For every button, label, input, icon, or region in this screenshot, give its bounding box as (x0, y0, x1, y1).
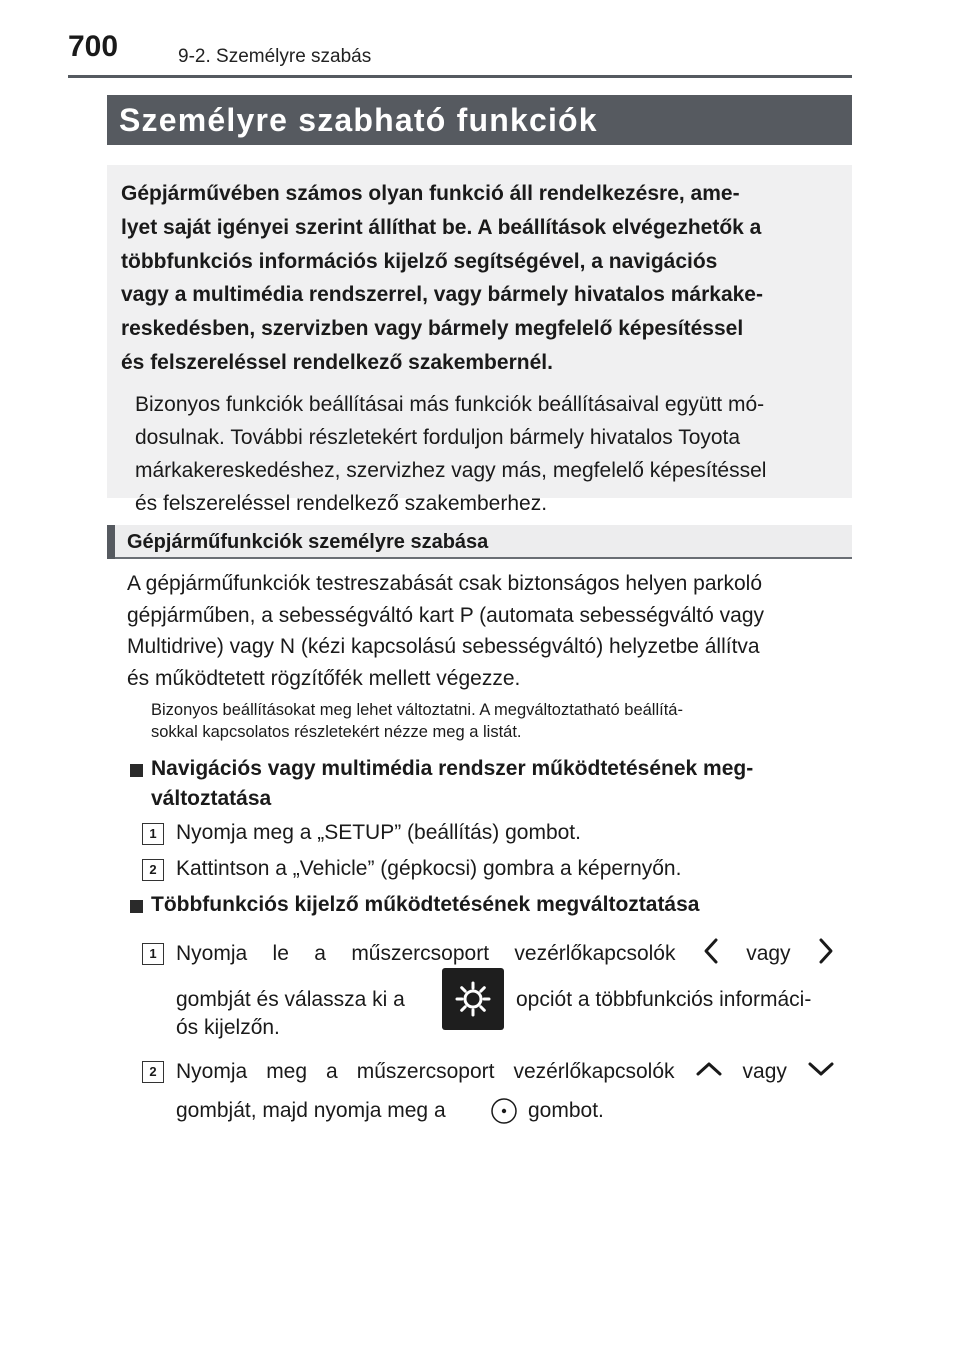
step1-line2-end: opciót a többfunkciós informáci- (516, 988, 812, 1011)
word: Nyomja (176, 1060, 248, 1083)
step1-line2-start: gombját és válassza ki a (176, 988, 405, 1011)
intro-note (135, 388, 838, 520)
intro-line: többfunkciós információs kijelző segítségével, a navigációs (121, 249, 718, 273)
page-number: 700 (68, 30, 119, 63)
square-bullet-icon (130, 900, 143, 913)
word: Nyomja (176, 942, 248, 965)
word: meg (266, 1060, 308, 1083)
intro-box (107, 165, 852, 515)
gear-icon (442, 968, 504, 1030)
mid-section-heading: Többfunkciós kijelző működtetésének megváltoztatása (151, 893, 700, 916)
square-bullet-icon (130, 764, 143, 777)
heading-line: Navigációs vagy multimédia rendszer működtetésének meg- (151, 757, 754, 780)
intro-line: Gépjárművében számos olyan funkció áll rendelkezésre, ame- (121, 182, 740, 205)
word: vagy (746, 942, 791, 965)
step-text: Kattintson a „Vehicle” (gépkocsi) gombra a képernyőn. (176, 857, 682, 880)
word: a (314, 942, 326, 965)
intro-bold-text (121, 177, 838, 380)
section-label: 9-2. Személyre szabás (178, 46, 372, 67)
word: vagy (742, 1060, 787, 1083)
word: a (326, 1060, 338, 1083)
chevron-up-icon (694, 1059, 724, 1085)
intro-note-line: Bizonyos funkciók beállításai más funkciók beállításaival együtt mó- (135, 392, 765, 416)
step-number-badge: 1 (142, 823, 164, 845)
subsection-paragraph (127, 568, 845, 694)
step-number-badge: 1 (142, 943, 164, 965)
word: le (272, 942, 289, 965)
step-text: Nyomja meg a „SETUP” (beállítás) gombot. (176, 821, 581, 844)
subsection-heading-bar (107, 525, 115, 559)
step2-line2-start: gombját, majd nyomja meg a (176, 1099, 446, 1122)
intro-line: lyet saját igényei szerint állíthat be. A beállítások elvégezhetők a (121, 215, 762, 239)
chevron-right-icon (816, 936, 836, 972)
step2-line2-end: gombot. (528, 1099, 604, 1122)
paragraph-line: A gépjárműfunkciók testreszabását csak biztonságos helyen parkoló (127, 572, 763, 595)
heading-line: változtatása (151, 787, 272, 810)
step-number-badge: 2 (142, 1061, 164, 1083)
intro-note-line: márkakereskedéshez, szervizhez vagy más, megfelelő képesítéssel (135, 458, 767, 482)
subsection-heading-text: Gépjárműfunkciók személyre szabása (127, 531, 489, 553)
step1-line1 (176, 937, 836, 971)
intro-note-line: és felszereléssel rendelkező szakemberhez. (135, 491, 548, 515)
subsection-note (151, 700, 845, 743)
page-title: Személyre szabható funkciók (107, 95, 852, 145)
header-rule (68, 75, 852, 78)
paragraph-line: és működtetett rögzítőfék mellett végezze. (127, 666, 521, 690)
word: vezérlőkapcsolók (513, 1060, 675, 1083)
note-line: Bizonyos beállításokat meg lehet változtatni. A megváltoztatható beállítá- (151, 701, 683, 719)
chevron-left-icon (701, 936, 721, 972)
enter-button-icon (489, 1096, 519, 1131)
subsection-heading (107, 525, 852, 559)
word: műszercsoport (351, 942, 490, 965)
nav-section-heading (151, 754, 845, 814)
step2-line1 (176, 1055, 836, 1089)
intro-line: reskedésben, szervizben vagy bármely megfelelő képesítéssel (121, 317, 744, 341)
word: műszercsoport (356, 1060, 495, 1083)
step-number-badge: 2 (142, 859, 164, 881)
word: vezérlőkapcsolók (514, 942, 676, 965)
step1-line3: ós kijelzőn. (176, 1016, 280, 1039)
paragraph-line: gépjárműben, a sebességváltó kart P (automata sebességváltó vagy (127, 603, 764, 627)
intro-line: vagy a multimédia rendszerrel, vagy bármely hivatalos márkake- (121, 283, 763, 307)
chevron-down-icon (806, 1059, 836, 1085)
intro-line: és felszereléssel rendelkező szakembernél. (121, 350, 553, 374)
paragraph-line: Multidrive) vagy N (kézi kapcsolású sebességváltó) helyzetbe állítva (127, 635, 760, 658)
note-line: sokkal kapcsolatos részletekért nézze meg a listát. (151, 722, 522, 741)
intro-note-line: dosulnak. További részletekért forduljon bármely hivatalos Toyota (135, 425, 741, 449)
